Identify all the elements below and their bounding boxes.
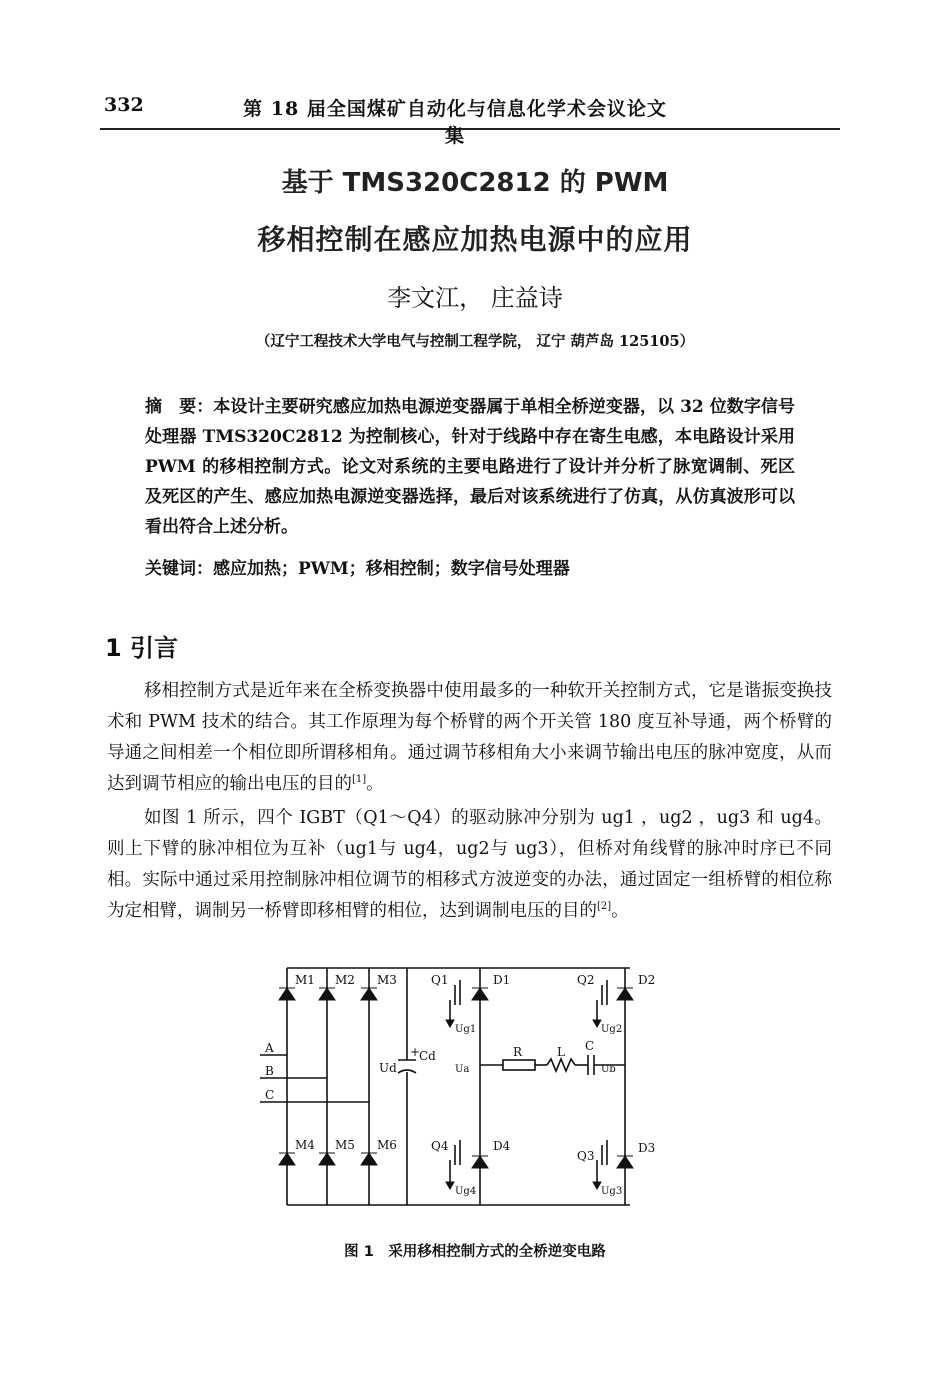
label-phase-a: A <box>265 1041 274 1055</box>
label-ub: Ub <box>601 1064 616 1075</box>
authors: 李文江， 庄益诗 <box>387 284 563 312</box>
keywords-label: 关键词： <box>145 559 213 579</box>
paper-title-line-1: 基于 TMS320C2812 的 PWM <box>281 168 669 198</box>
label-d1: D1 <box>493 973 511 987</box>
running-header <box>100 92 840 147</box>
section-heading: 1 引言 <box>105 634 179 662</box>
label-ud: Ud <box>379 1061 397 1075</box>
label-ug2: Ug2 <box>601 1024 623 1035</box>
citation-2[interactable]: [2] <box>597 901 612 913</box>
label-m3: M3 <box>377 973 397 987</box>
label-phase-b: B <box>265 1064 274 1078</box>
label-plus: + <box>410 1045 421 1059</box>
abstract-text: 本设计主要研究感应加热电源逆变器属于单相全桥逆变器，以 32 位数字信号处理器 TMS320C2812 为控制核心，针对于线路中存在寄生电感，本电路设计采用 PWM 的移相控制方式。论文对系统的主要电路进行了设计并分析了脉宽调制、死区及死区的产生、感应加热电源逆变器选择，最后对该系统进行了仿真，从仿真波形可以看出符合上述分析。 <box>145 397 796 537</box>
label-m5: M5 <box>335 1138 355 1152</box>
label-q4: Q4 <box>431 1139 449 1153</box>
label-r: R <box>513 1045 523 1059</box>
label-d3: D3 <box>638 1141 656 1155</box>
circuit-diagram <box>255 960 665 1220</box>
label-d4: D4 <box>493 1139 511 1153</box>
para1-end: 。 <box>366 774 384 794</box>
label-ug3: Ug3 <box>601 1186 623 1197</box>
label-m2: M2 <box>335 973 355 987</box>
page-number: 332 <box>104 94 144 116</box>
para2-end: 。 <box>611 901 629 921</box>
label-c-load: C <box>585 1039 595 1053</box>
label-ua: Ua <box>455 1064 470 1075</box>
label-ug1: Ug1 <box>455 1024 477 1035</box>
label-l: L <box>557 1045 565 1059</box>
paper-title-line-2: 移相控制在感应加热电源中的应用 <box>257 223 693 256</box>
label-q1: Q1 <box>431 973 449 987</box>
label-cd: Cd <box>419 1049 436 1063</box>
label-q3: Q3 <box>577 1149 595 1163</box>
label-m6: M6 <box>377 1138 397 1152</box>
body-paragraph-2 <box>107 803 832 927</box>
label-m4: M4 <box>295 1138 315 1152</box>
para2-text: 如图 1 所示，四个 IGBT（Q1～Q4）的驱动脉冲分别为 ug1 ，ug2 ，ug3 和 ug4。则上下臂的脉冲相位为互补（ug1与 ug4，ug2与 ug3），但桥对角线臂的脉冲时序已不同相。实际中通过采用控制脉冲相位调节的相移式方波逆变的办法，通过固定一组桥臂的相位称为定相臂，调制另一桥臂即移相臂的相位，达到调制电压的目的 <box>107 808 832 921</box>
affiliation: （辽宁工程技术大学电气与控制工程学院， 辽宁 葫芦岛 125105） <box>255 333 695 350</box>
label-m1: M1 <box>295 973 315 987</box>
label-q2: Q2 <box>577 973 595 987</box>
figure-caption: 图 1 采用移相控制方式的全桥逆变电路 <box>344 1244 606 1260</box>
keywords-text: 感应加热；PWM；移相控制；数字信号处理器 <box>213 559 570 579</box>
abstract-label: 摘 要： <box>145 397 214 417</box>
label-phase-c: C <box>265 1088 275 1102</box>
para1-text: 移相控制方式是近年来在全桥变换器中使用最多的一种软开关控制方式，它是谐振变换技术和 PWM 技术的结合。其工作原理为每个桥臂的两个开关管 180 度互补导通，两个桥臂的导通之间相差一个相位即所谓移相角。通过调节移相角大小来调节输出电压的脉冲宽度，从而达到调节相应的输出电压的目的 <box>107 681 832 794</box>
proceedings-title: 第 18 届全国煤矿自动化与信息化学术会议论文集 <box>243 98 667 147</box>
citation-1[interactable]: [1] <box>352 774 367 786</box>
abstract <box>145 392 795 542</box>
label-d2: D2 <box>638 973 656 987</box>
label-ug4: Ug4 <box>455 1186 477 1197</box>
body-paragraph-1 <box>107 676 832 800</box>
keywords <box>145 554 795 579</box>
circuit-figure <box>255 960 665 1220</box>
